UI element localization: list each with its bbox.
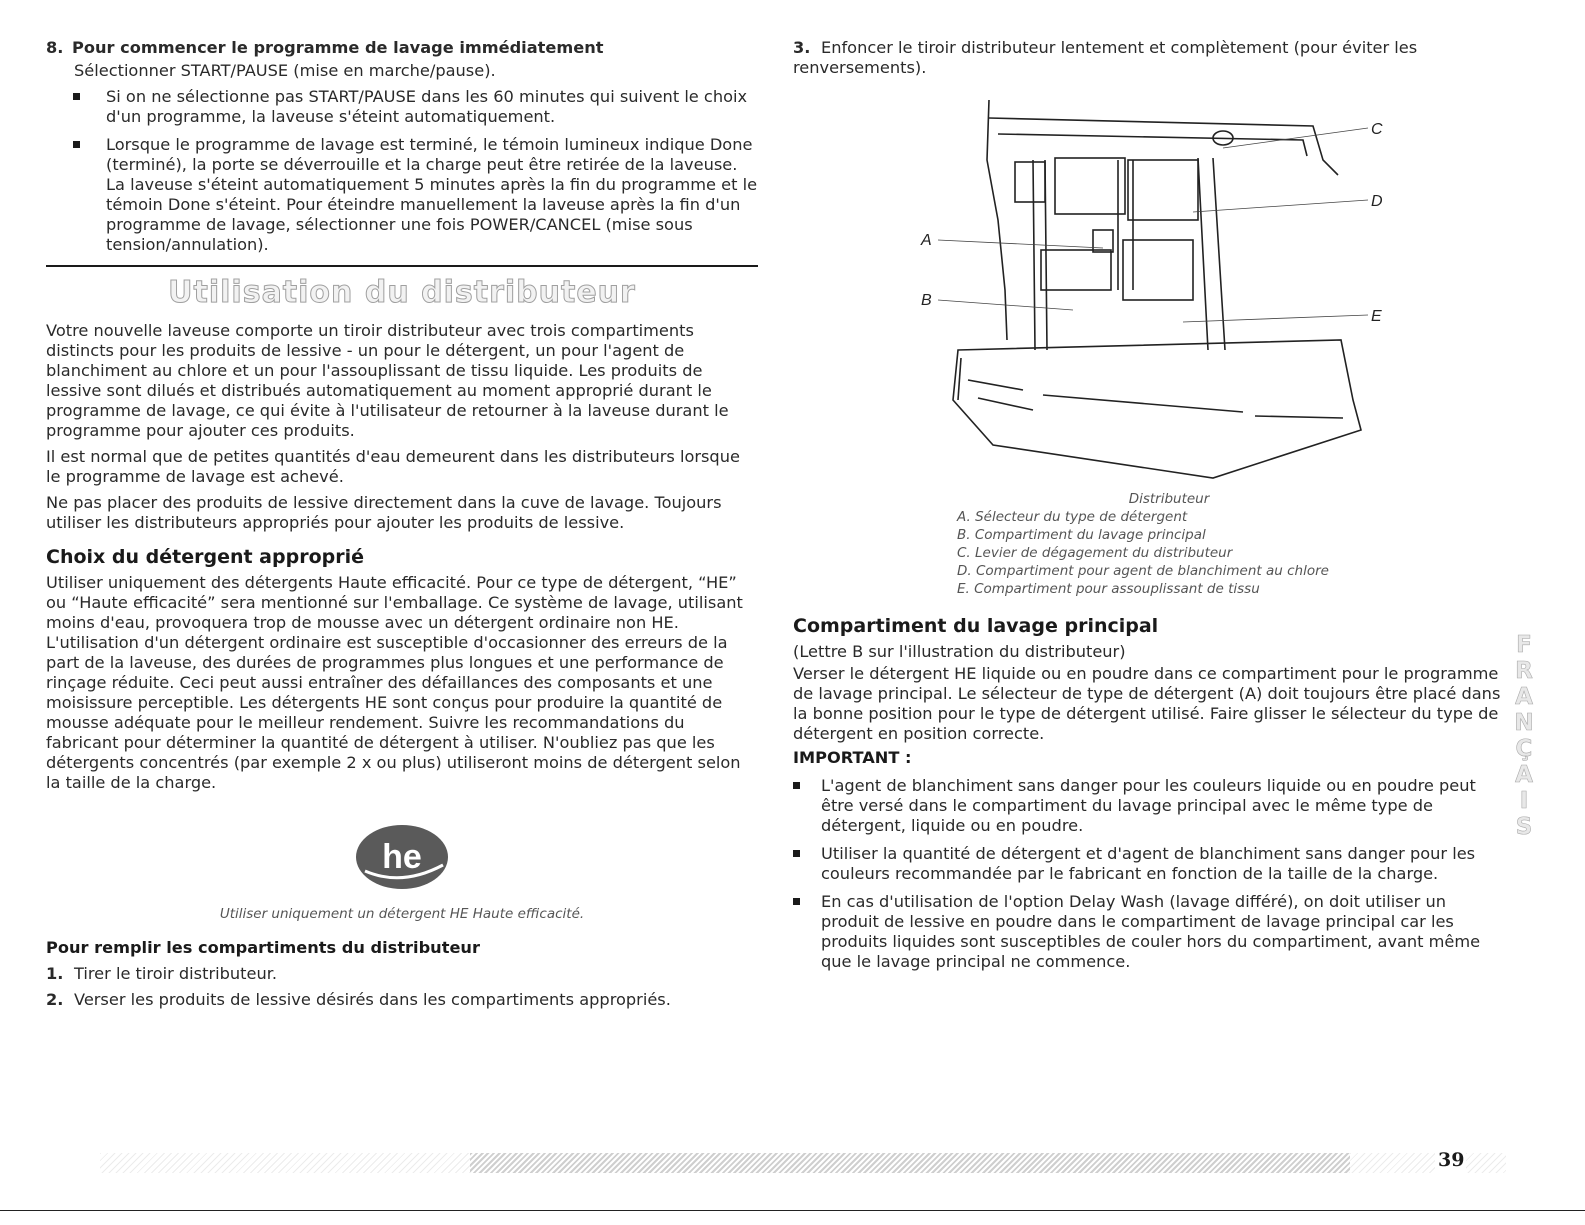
step-8-heading bbox=[46, 38, 758, 58]
bullet-square-icon bbox=[793, 850, 800, 857]
he-logo bbox=[46, 821, 758, 898]
step-8-title: Pour commencer le programme de lavage immédiatement bbox=[72, 38, 604, 57]
fill-heading: Pour remplir les compartiments du distributeur bbox=[46, 938, 480, 957]
bullet-item bbox=[46, 87, 758, 127]
important-bullets bbox=[793, 776, 1505, 972]
fill-step-text: Verser les produits de lessive désirés dans les compartiments appropriés. bbox=[74, 990, 671, 1009]
fill-step-number: 2. bbox=[46, 990, 64, 1009]
bullet-square-icon bbox=[793, 782, 800, 789]
intro-paragraph: Ne pas placer des produits de lessive directement dans la cuve de lavage. Toujours utiliser les distributeurs appropriés pour ajouter les produits de lessive. bbox=[46, 493, 722, 532]
bullet-item bbox=[793, 844, 1505, 884]
side-tab-letter: I bbox=[1519, 788, 1529, 814]
left-column bbox=[46, 38, 758, 1016]
step-8-bullets bbox=[46, 87, 758, 255]
label-e: E bbox=[1371, 308, 1382, 325]
figure-caption-item: A. Sélecteur du type de détergent bbox=[957, 509, 1188, 525]
figure-title: Distributeur bbox=[1128, 491, 1210, 507]
bullet-square-icon bbox=[73, 141, 80, 148]
side-tab-letter: Ç bbox=[1515, 736, 1533, 762]
step-3-text: Enfoncer le tiroir distributeur lentement et complètement (pour éviter les renversements). bbox=[793, 38, 1418, 77]
bullet-text: L'agent de blanchiment sans danger pour les couleurs liquide ou en poudre peut être versé dans le compartiment du lavage principal avec le même type de détergent, liquide ou en poudre. bbox=[821, 776, 1476, 835]
footer-bar-right bbox=[1350, 1153, 1435, 1173]
bullet-text: Lorsque le programme de lavage est terminé, le témoin lumineux indique Done (terminé), la porte se déverrouille et la charge peut être retirée de la laveuse. La laveuse s'éteint automatiquement 5 minutes après la fin du programme et le témoin Done s'éteint. Pour éteindre manuellement la laveuse après la fin d'un programme de lavage, sélectionner une fois POWER/CANCEL (mise sous tension/annulation). bbox=[106, 135, 758, 254]
footer-bar-end bbox=[1466, 1153, 1506, 1173]
bullet-text: Utiliser la quantité de détergent et d'agent de blanchiment sans danger pour les couleurs recommandée par le fabricant en fonction de la taille de la charge. bbox=[821, 844, 1476, 883]
detergent-text: Utiliser uniquement des détergents Haute efficacité. Pour ce type de détergent, “HE” ou “Haute efficacité” sera mentionné sur l'emballage. Ce système de lavage, utilisant moins d'eau, provoquera trop de mousse avec un détergent ordinaire non HE. L'utilisation d'un détergent ordinaire est susceptible d'occasionner des erreurs de la part de la laveuse, des durées de programmes plus longues et une performance de rinçage réduite. Ceci peut aussi entraîner des défaillances des composants et une moisissure perceptible. Les détergents HE sont conçus pour produire la quantité de mousse adéquate pour le meilleur rendement. Suivre les recommandations du fabricant pour déterminer la quantité de détergent à utiliser. N'oubliez pas que les détergents concentrés (par exemple 2 x ou plus) utiliseront moins de détergent selon la taille de la charge. bbox=[46, 573, 743, 792]
step-8-number: 8. bbox=[46, 38, 64, 57]
right-column bbox=[793, 38, 1505, 980]
bullet-text: En cas d'utilisation de l'option Delay Wash (lavage différé), on doit utiliser un produit de lessive en poudre dans le compartiment de lavage principal car les produits liquides sont susceptibles de couler hors du compartiment, avant même que le lavage principal ne commence. bbox=[821, 892, 1481, 971]
figure-caption-item: D. Compartiment pour agent de blanchiment au chlore bbox=[957, 563, 1329, 579]
bullet-text: Si on ne sélectionne pas START/PAUSE dans les 60 minutes qui suivent le choix d'un programme, la laveuse s'éteint automatiquement. bbox=[106, 87, 748, 126]
he-logo-text: he bbox=[382, 838, 422, 876]
detergent-heading: Choix du détergent approprié bbox=[46, 546, 364, 568]
side-tab-letter: S bbox=[1515, 814, 1533, 840]
label-a: A bbox=[921, 232, 932, 249]
he-caption: Utiliser uniquement un détergent HE Haute efficacité. bbox=[219, 906, 585, 922]
page-number: 39 bbox=[1438, 1149, 1465, 1171]
label-d: D bbox=[1371, 193, 1383, 210]
bullet-item bbox=[793, 892, 1505, 972]
label-c: C bbox=[1371, 121, 1383, 138]
dispenser-figure bbox=[793, 100, 1505, 490]
main-wash-heading: Compartiment du lavage principal bbox=[793, 615, 1159, 637]
footer-bar bbox=[470, 1153, 1350, 1173]
important-label: IMPORTANT : bbox=[793, 748, 912, 767]
step-8-text: Sélectionner START/PAUSE (mise en marche/pause). bbox=[74, 61, 496, 80]
fill-steps bbox=[46, 964, 758, 1010]
figure-caption bbox=[793, 490, 1505, 598]
fill-step-text: Tirer le tiroir distributeur. bbox=[74, 964, 278, 983]
fill-step bbox=[46, 990, 758, 1010]
page-bottom-line bbox=[0, 1210, 1585, 1211]
side-tab-letter: R bbox=[1515, 658, 1533, 684]
section-title: Utilisation du distributeur bbox=[168, 275, 636, 310]
intro-paragraph: Votre nouvelle laveuse comporte un tiroir distributeur avec trois compartiments distincts pour les produits de lessive - un pour le détergent, un pour l'agent de blanchiment au chlore et un pour l'assouplissant de tissu liquide. Les produits de lessive sont dilués et distribués automatiquement au moment approprié durant le programme de lavage, ce qui évite à l'utilisateur de retourner à la laveuse durant le programme pour ajouter ces produits. bbox=[46, 321, 729, 440]
figure-caption-item: C. Levier de dégagement du distributeur bbox=[957, 545, 1233, 561]
language-side-tab bbox=[1509, 632, 1539, 840]
bullet-square-icon bbox=[793, 898, 800, 905]
side-tab-letter: A bbox=[1515, 762, 1533, 788]
step-3-number: 3. bbox=[793, 38, 811, 57]
bullet-square-icon bbox=[73, 93, 80, 100]
label-b: B bbox=[921, 292, 932, 309]
step-3 bbox=[793, 38, 1505, 78]
main-wash-subtitle: (Lettre B sur l'illustration du distributeur) bbox=[793, 642, 1126, 661]
fill-step bbox=[46, 964, 758, 984]
dispenser-drawing bbox=[793, 100, 1505, 490]
footer-bar-left bbox=[100, 1153, 470, 1173]
fill-step-number: 1. bbox=[46, 964, 64, 983]
side-tab-letter: N bbox=[1514, 710, 1534, 736]
side-tab-letter: A bbox=[1515, 684, 1533, 710]
section-divider bbox=[46, 265, 758, 267]
bullet-item bbox=[46, 135, 758, 255]
side-tab-letter: F bbox=[1516, 632, 1532, 658]
main-wash-text: Verser le détergent HE liquide ou en poudre dans ce compartiment pour le programme de lavage principal. Le sélecteur de type de détergent (A) doit toujours être placé dans la bonne position pour le type de détergent utilisé. Faire glisser le sélecteur du type de détergent en position correcte. bbox=[793, 664, 1501, 743]
bullet-item bbox=[793, 776, 1505, 836]
intro-paragraph: Il est normal que de petites quantités d'eau demeurent dans les distributeurs lorsque le programme de lavage est achevé. bbox=[46, 447, 740, 486]
he-logo-icon bbox=[347, 821, 457, 893]
figure-caption-item: E. Compartiment pour assouplissant de tissu bbox=[957, 581, 1260, 597]
figure-caption-item: B. Compartiment du lavage principal bbox=[957, 527, 1206, 543]
